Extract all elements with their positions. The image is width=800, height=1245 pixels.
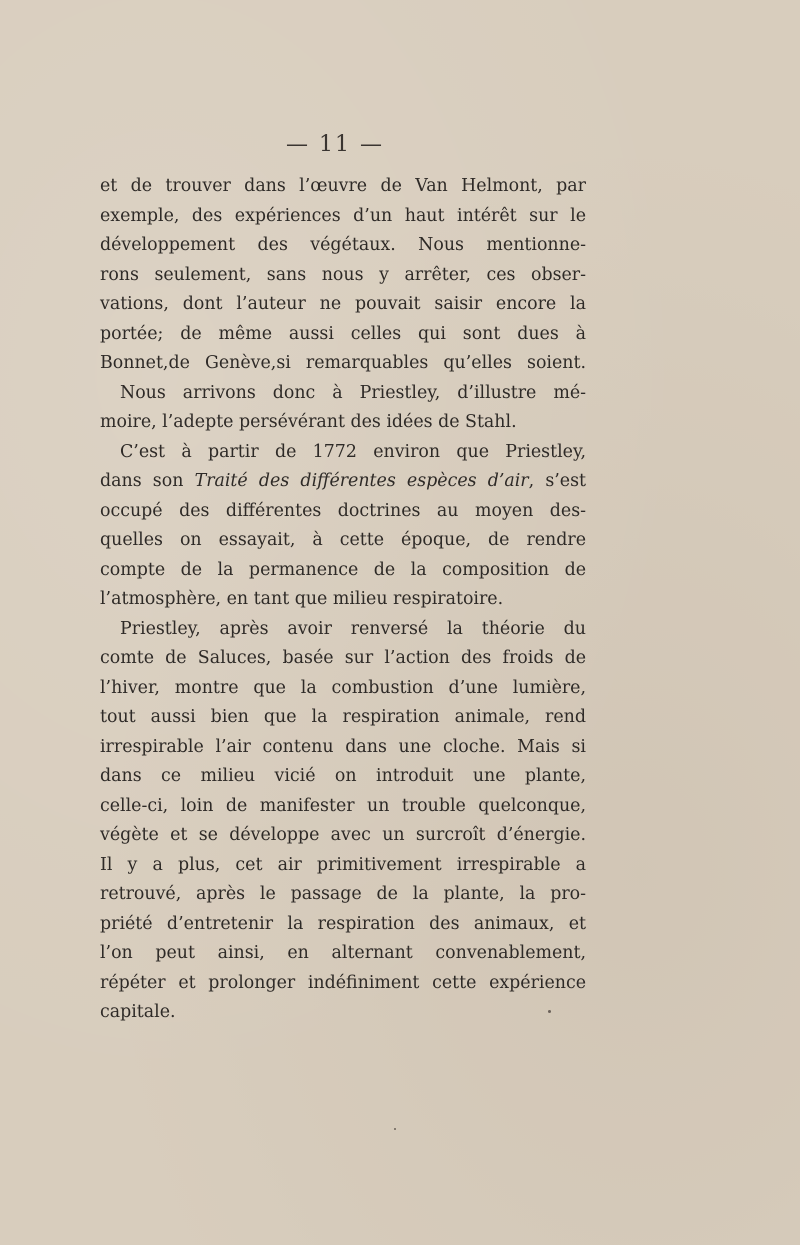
book-title: Traité des différentes espèces d’air [194, 471, 529, 491]
text-line: occupé des différentes doctrines au moyen des- [100, 500, 586, 521]
text-line: l’on peut ainsi, en alternant convenablement, [100, 943, 586, 963]
text-line: végète et se développe avec un surcroît d’énergie. [100, 825, 586, 845]
text-line: dans ce milieu vicié on introduit une plante, [100, 766, 586, 786]
text-line: portée; de même aussi celles qui sont dues à [100, 323, 586, 344]
text-line: exemple, des expériences d’un haut intérêt sur le [100, 205, 586, 226]
text-line: Nous arrivons donc à Priestley, d’illustre mé- [120, 382, 586, 403]
text-line: comte de Saluces, basée sur l’action des froids de [100, 648, 586, 668]
text-line: celle-ci, loin de manifester un trouble quelconque, [100, 795, 586, 816]
text-line: priété d’entretenir la respiration des animaux, et [100, 913, 586, 934]
text-line: retrouvé, après le passage de la plante, la pro- [100, 884, 586, 904]
text-line: quelles on essayait, à cette époque, de rendre [100, 530, 586, 550]
text-line: Il y a plus, cet air primitivement irrespirable a [100, 854, 586, 875]
text-line: l’atmosphère, en tant que milieu respiratoire. [100, 589, 504, 609]
body-text [100, 172, 586, 1028]
text-segment: dans son [100, 471, 195, 491]
text-line: répéter et prolonger indéfiniment cette expérience [100, 972, 586, 993]
ink-speck [394, 1128, 396, 1130]
text-line: moire, l’adepte persévérant des idées de Stahl. [100, 412, 517, 432]
text-line: compte de la permanence de la composition de [100, 559, 586, 580]
text-line: vations, dont l’auteur ne pouvait saisir encore la [100, 294, 586, 314]
text-line: et de trouver dans l’œuvre de Van Helmont, par [100, 176, 586, 196]
text-line: Priestley, après avoir renversé la théorie du [120, 618, 586, 639]
text-line: C’est à partir de 1772 environ que Priestley, [120, 441, 586, 462]
text-line: capitale. [100, 1002, 176, 1022]
text-line: Bonnet,de Genève,si remarquables qu’elles soient. [100, 353, 586, 373]
ink-speck [548, 1010, 551, 1013]
text-line: irrespirable l’air contenu dans une cloche. Mais si [100, 736, 586, 757]
text-segment: , s’est [528, 471, 586, 491]
text-line: tout aussi bien que la respiration animale, rend [100, 707, 586, 727]
text-line [100, 467, 586, 497]
text-line: rons seulement, sans nous y arrêter, ces obser- [100, 264, 586, 285]
text-line: développement des végétaux. Nous mentionne- [100, 235, 586, 255]
page-number: — 11 — [286, 132, 384, 157]
text-line: l’hiver, montre que la combustion d’une lumière, [100, 677, 586, 698]
